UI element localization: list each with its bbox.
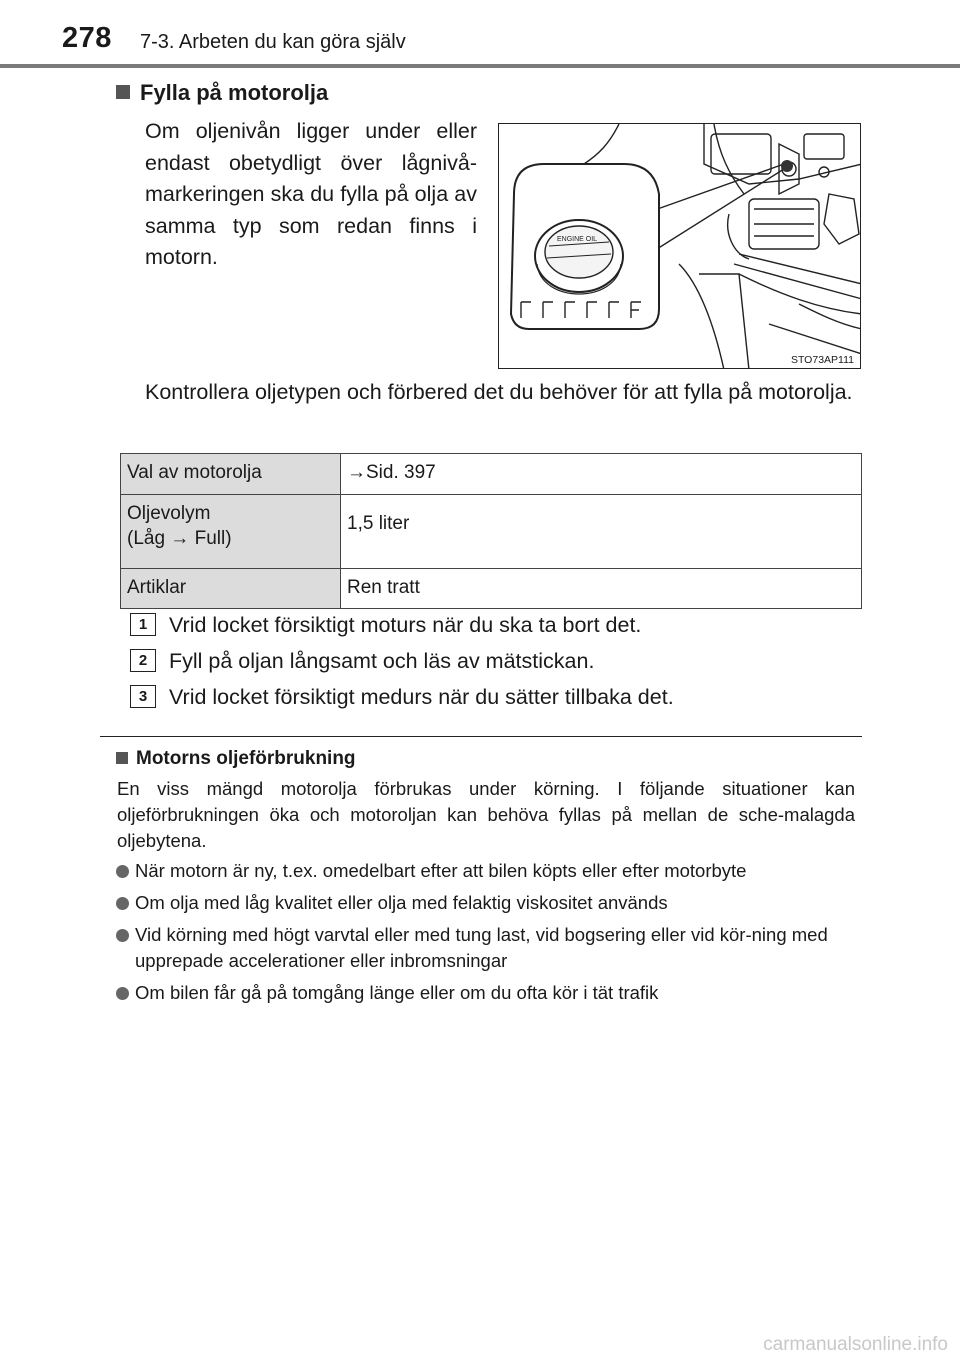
check-paragraph: Kontrollera oljetypen och förbered det du behöver för att fylla på motorolja. [145,380,853,404]
note-title [116,748,356,770]
table-row [121,569,862,609]
bullet-dot-icon [116,865,129,878]
consumption-list [115,858,860,1012]
oil-cap [535,220,623,294]
list-item-text: Vid körning med högt varvtal eller med tung last, vid bogsering eller vid kör-ning med upprepade accelerationer eller inbromsningar [135,924,828,971]
table-cell-value: →Sid. 397 [341,454,862,495]
bullet-dot-icon [116,987,129,1000]
page-number: 278 [62,22,112,54]
table-cell-value: 1,5 liter [341,495,862,569]
step-number-badge: 3 [130,685,156,708]
note-body: En viss mängd motorolja förbrukas under körning. I följande situationer kan oljeförbrukningen öka och motoroljan kan behöva fyllas på mellan de sche-malagda oljebytena. [117,778,855,851]
label-line: Oljevolym [127,503,211,524]
list-item-text: Om olja med låg kvalitet eller olja med felaktig viskositet används [135,892,668,913]
list-item-text: Om bilen får gå på tomgång länge eller om du ofta kör i tät trafik [135,982,659,1003]
chapter-title: 7-3. Arbeten du kan göra själv [140,31,406,53]
step-text: Fyll på oljan långsamt och läs av mätstickan. [169,649,595,673]
list-item [115,922,860,974]
step-number-badge: 1 [130,613,156,636]
section-divider [100,736,862,737]
cap-text: ENGINE OIL [557,236,598,243]
square-bullet-icon [116,752,128,764]
bullet-dot-icon [116,929,129,942]
header-rule [0,64,960,68]
table-row [121,454,862,495]
table-cell-label [121,495,341,569]
step-text: Vrid locket försiktigt moturs när du ska ta bort det. [169,613,642,637]
note-title-text: Motorns oljeförbrukning [136,748,356,769]
figure-code: STO73AP111 [790,354,854,366]
intro-paragraph: Om oljenivån ligger under eller endast obetydligt över lågnivå-markeringen ska du fylla på olja av samma typ som redan finns i motorn. [145,119,477,269]
table-cell-label: Val av motorolja [121,454,341,495]
bullet-dot-icon [116,897,129,910]
watermark: carmanualsonline.info [763,1334,948,1355]
label-line: (Låg → Full) [127,528,232,549]
engine-oil-cap-illustration [498,123,861,369]
list-item [115,858,860,884]
table-cell-value: Ren tratt [341,569,862,609]
table-row [121,495,862,569]
engine-bay-drawing [499,124,861,369]
list-item [115,980,860,1006]
section-title-text: Fylla på motorolja [140,80,329,105]
list-item [115,890,860,916]
step-number-badge: 2 [130,649,156,672]
list-item-text: När motorn är ny, t.ex. omedelbart efter att bilen köpts eller efter motorbyte [135,860,747,881]
oil-spec-table [120,453,862,609]
step-text: Vrid locket försiktigt medurs när du sätter tillbaka det. [169,685,674,709]
table-cell-label: Artiklar [121,569,341,609]
section-title [116,80,328,106]
square-bullet-icon [116,85,130,99]
